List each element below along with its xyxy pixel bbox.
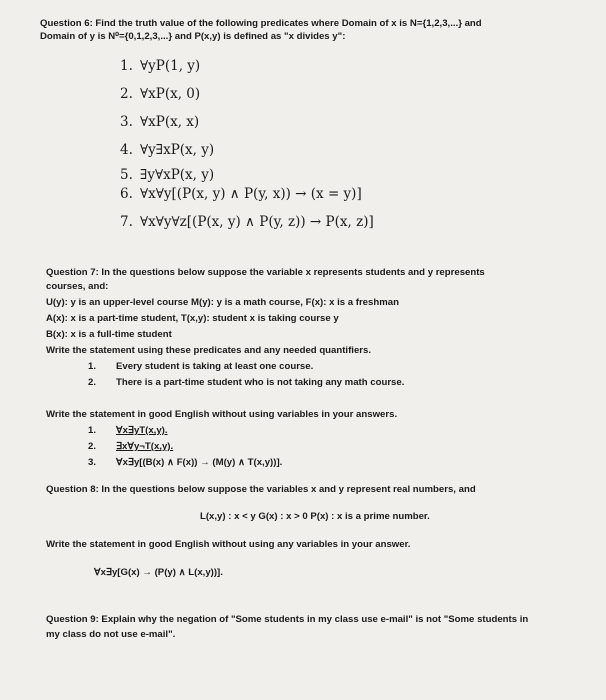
- q7-part1-item-2: 2. There is a part-time student who is not taking any math course.: [88, 377, 405, 388]
- q6-prompt-line1: Question 6: Find the truth value of the following predicates where Domain of x is N={1,2,3,...} and: [40, 18, 482, 29]
- q9-line1: Question 9: Explain why the negation of "Some students in my class use e-mail" is not "Some students in: [46, 614, 529, 625]
- q8-instruction: Write the statement in good English without using any variables in your answer.: [46, 539, 411, 550]
- q7-instruction-1: Write the statement using these predicates and any needed quantifiers.: [46, 345, 372, 356]
- q7-intro-line1: Question 7: In the questions below suppose the variable x represents students and y represents: [46, 267, 485, 278]
- q8-intro: Question 8: In the questions below suppose the variables x and y represent real numbers, and: [46, 484, 476, 495]
- q7-part1-item-1: 1. Every student is taking at least one course.: [88, 361, 314, 372]
- q7-part2-item-1: 1. ∀x∃yT(x,y).: [88, 425, 168, 436]
- q7-part2-item-3: 3. ∀x∃y[(B(x) ∧ F(x)) → (M(y) ∧ T(x,y))].: [88, 457, 283, 468]
- q6-item-7: 7. ∀x∀y∀z[(P(x, y) ∧ P(y, z)) → P(x, z)]: [120, 214, 374, 230]
- q7-def-line3: B(x): x is a full-time student: [46, 329, 172, 340]
- q8-definitions: L(x,y) : x < y G(x) : x > 0 P(x) : x is a prime number.: [200, 511, 430, 522]
- q6-item-5: 5. ∃y∀xP(x, y): [120, 167, 215, 183]
- q7-def-line1: U(y): y is an upper-level course M(y): y is a math course, F(x): x is a freshman: [46, 297, 399, 308]
- q7-intro-line2: courses, and:: [46, 281, 109, 292]
- q6-item-1: 1. ∀yP(1, y): [120, 58, 201, 74]
- q8-formula: ∀x∃y[G(x) → (P(y) ∧ L(x,y))].: [94, 567, 223, 578]
- q7-instruction-2: Write the statement in good English without using variables in your answers.: [46, 409, 398, 420]
- q6-prompt-line2: Domain of y is N⁰={0,1,2,3,...} and P(x,y) is defined as "x divides y":: [40, 31, 346, 42]
- q6-item-4: 4. ∀y∃xP(x, y): [120, 142, 215, 158]
- q6-item-6: 6. ∀x∀y[(P(x, y) ∧ P(y, x)) → (x = y)]: [120, 186, 362, 202]
- q7-def-line2: A(x): x is a part-time student, T(x,y): student x is taking course y: [46, 313, 339, 324]
- q6-item-2: 2. ∀xP(x, 0): [120, 86, 201, 102]
- q9-line2: my class do not use e-mail".: [46, 629, 176, 640]
- q7-part2-item-2: 2. ∃x∀y¬T(x,y).: [88, 441, 174, 452]
- q6-item-3: 3. ∀xP(x, x): [120, 114, 200, 130]
